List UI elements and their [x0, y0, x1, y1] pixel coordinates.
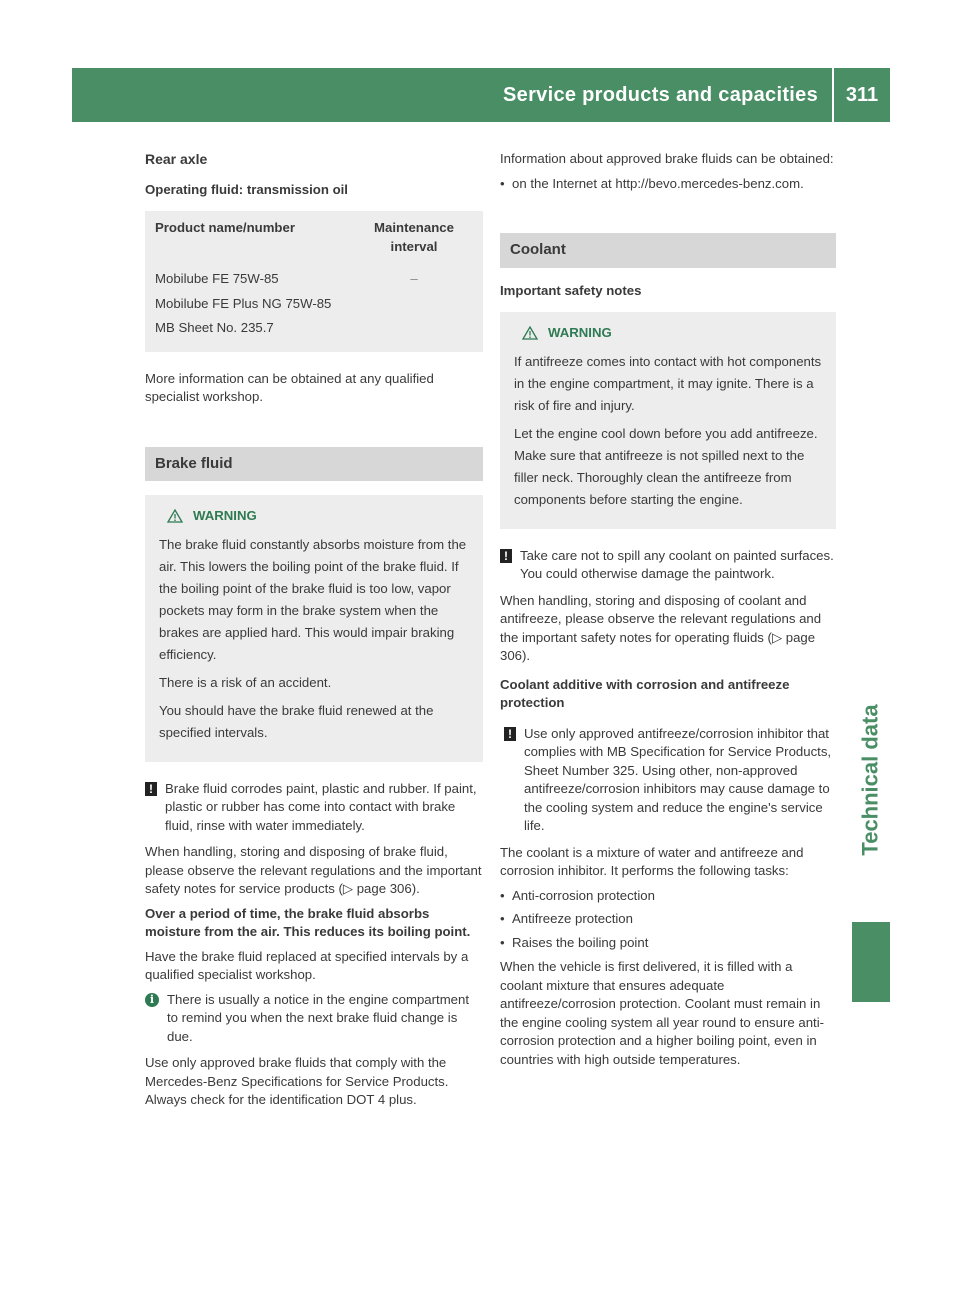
table-col2-header: Maintenance interval: [374, 220, 454, 254]
table-header: [145, 211, 483, 270]
coolant-notice: [500, 547, 836, 584]
warning-text: You should have the brake fluid renewed at the specified intervals.: [159, 702, 434, 740]
coolant-para: When handling, storing and disposing of coolant and antifreeze, please observe the relevant regulations and the important safety notes for operating fluids (▷ page 306).: [500, 592, 822, 663]
bullet-text: on the Internet at http://bevo.mercedes-benz.com.: [512, 175, 804, 191]
warning-header: [514, 324, 822, 343]
page-number: 311: [845, 83, 879, 106]
rear-axle-table: [145, 211, 483, 352]
warning-label: WARNING: [548, 325, 612, 340]
brake-fluid-warning: [145, 495, 483, 762]
rear-axle-subtitle: Operating fluid: transmission oil: [145, 181, 348, 197]
exclamation-icon: !: [504, 727, 516, 741]
warning-label: WARNING: [193, 508, 257, 523]
product-list: [155, 270, 355, 344]
brake-fluid-para: When handling, storing and disposing of brake fluid, please observe the relevant regulations and the important safety notes for service products (▷ page 306).: [145, 844, 482, 896]
coolant-safety-title: Important safety notes: [500, 282, 642, 298]
brake-fluid-para: Use only approved brake fluids that comply with the Mercedes-Benz Specifications for Service Products. Always check for the identification DOT 4 plus.: [145, 1055, 449, 1107]
coolant-para: When the vehicle is first delivered, it is filled with a coolant mixture that ensures adequate antifreeze/corrosion protection. Coolant must remain in the engine cooling system all year round to ensure anti-corrosion protection and a higher boiling point, even in countries with high outside temperatures.: [500, 959, 825, 1067]
product-item: MB Sheet No. 235.7: [155, 320, 274, 335]
side-tab-label: Technical data: [858, 704, 884, 856]
list-item: • Antifreeze protection: [500, 910, 836, 929]
side-tab-marker: [852, 922, 890, 1002]
coolant-warning: [500, 312, 836, 529]
warning-text: If antifreeze comes into contact with hot components in the engine compartment, it may ignite. There is a risk of fire and injury.: [514, 353, 822, 413]
notice-text: Take care not to spill any coolant on painted surfaces. You could otherwise damage the paintwork.: [520, 547, 834, 581]
more-info-text: More information can be obtained at any qualified specialist workshop.: [145, 370, 434, 404]
exclamation-icon: !: [500, 549, 512, 563]
left-column: [145, 150, 483, 1116]
info-text: There is usually a notice in the engine compartment to remind you when the next brake fluid change is due.: [167, 991, 470, 1044]
coolant-section-title: Coolant: [500, 233, 836, 268]
coolant-additive-title: Coolant additive with corrosion and antifreeze protection: [500, 676, 790, 710]
info-icon: i: [145, 993, 159, 1007]
list-item: • Raises the boiling point: [500, 934, 836, 953]
header-title: Service products and capacities: [503, 68, 834, 122]
rear-axle-title: Rear axle: [145, 151, 208, 167]
notice-text: Brake fluid corrodes paint, plastic and rubber. If paint, plastic or rubber has come into contact with brake fluid, rinse with water immediately.: [165, 780, 477, 833]
page-header: [72, 68, 890, 122]
coolant-para: The coolant is a mixture of water and antifreeze and corrosion inhibitor. It performs the following tasks:: [500, 844, 804, 878]
coolant-task-list: [500, 887, 836, 953]
warning-triangle-icon: [522, 326, 538, 340]
product-item: Mobilube FE Plus NG 75W-85: [155, 295, 332, 311]
brake-fluid-info: [145, 991, 483, 1047]
exclamation-icon: !: [145, 782, 157, 796]
brake-fluid-para: Have the brake fluid replaced at specified intervals by a qualified specialist workshop.: [145, 948, 469, 982]
side-tab: [849, 640, 893, 920]
coolant-additive-notice: [500, 725, 836, 836]
list-item: • Anti-corrosion protection: [500, 887, 836, 906]
task-text: Raises the boiling point: [512, 934, 649, 950]
warning-text: The brake fluid constantly absorbs moisture from the air. This lowers the boiling point of the brake fluid. If the boiling point of the brake fluid is too low, vapor pockets may form in the brake system when the brakes are applied hard. This would impair braking efficiency.: [159, 536, 467, 662]
bullet-list: [500, 175, 836, 194]
warning-text: Let the engine cool down before you add antifreeze. Make sure that antifreeze is not spilled next to the filler neck. Thoroughly clean the antifreeze from components before starting the engine.: [514, 425, 818, 507]
maintenance-interval: –: [410, 271, 418, 286]
table-col1-header: Product name/number: [155, 220, 295, 235]
list-item: • on the Internet at http://bevo.mercedes-benz.com.: [500, 175, 836, 194]
brake-fluid-section-title: Brake fluid: [145, 447, 483, 482]
task-text: Anti-corrosion protection: [512, 887, 655, 903]
warning-text: There is a risk of an accident.: [159, 674, 332, 690]
brake-fluid-para: Over a period of time, the brake fluid absorbs moisture from the air. This reduces its boiling point.: [145, 905, 471, 939]
warning-triangle-icon: [167, 509, 183, 523]
product-item: Mobilube FE 75W-85: [155, 271, 279, 286]
task-text: Antifreeze protection: [512, 911, 633, 926]
brake-fluid-notice: [145, 780, 483, 836]
warning-header: [159, 507, 469, 526]
table-row: [145, 270, 483, 352]
brake-fluid-info-intro: Information about approved brake fluids can be obtained:: [500, 151, 834, 166]
notice-text: Use only approved antifreeze/corrosion inhibitor that complies with MB Specification for Service Products, Sheet Number 325. Using other, non-approved antifreeze/corrosion inhibitors may cause damage to the cooling system and reduce the engine's service life.: [524, 725, 832, 833]
right-column: [500, 150, 836, 1075]
